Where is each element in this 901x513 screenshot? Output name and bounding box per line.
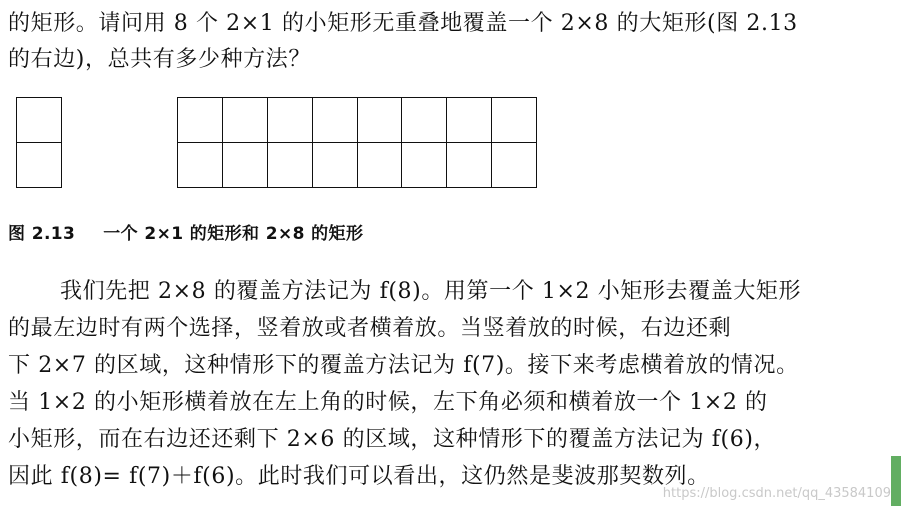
small-rectangle-2x1 <box>16 97 62 188</box>
grid-cell <box>223 143 268 188</box>
grid-cell <box>268 98 313 143</box>
solution-line-2: 的最左边时有两个选择，竖着放或者横着放。当竖着放的时候，右边还剩 <box>8 316 732 341</box>
solution-line-6: 因此 f(8)= f(7)＋f(6)。此时我们可以看出，这仍然是斐波那契数列。 <box>8 464 710 489</box>
big-rectangle-2x8 <box>177 97 537 188</box>
figure-caption <box>8 219 363 244</box>
solution-line-1: 我们先把 2×8 的覆盖方法记为 f(8)。用第一个 1×2 小矩形去覆盖大矩形 <box>60 279 802 304</box>
grid-cell <box>17 143 62 188</box>
grid-cell <box>492 143 537 188</box>
grid-cell <box>447 143 492 188</box>
grid-cell <box>447 98 492 143</box>
grid-cell <box>492 98 537 143</box>
grid-cell <box>358 143 403 188</box>
grid-cell <box>178 143 223 188</box>
grid-cell <box>402 98 447 143</box>
problem-line-1: 的矩形。请问用 8 个 2×1 的小矩形无重叠地覆盖一个 2×8 的大矩形(图 2.13 <box>8 11 798 36</box>
figure-caption-text: 一个 2×1 的矩形和 2×8 的矩形 <box>103 224 364 244</box>
grid-cell <box>313 98 358 143</box>
solution-line-3: 下 2×7 的区域，这种情形下的覆盖方法记为 f(7)。接下来考虑横着放的情况。 <box>8 353 799 378</box>
watermark: https://blog.csdn.net/qq_43584109 <box>662 486 891 501</box>
grid-cell <box>313 143 358 188</box>
edge-marker <box>891 456 901 506</box>
grid-cell <box>223 98 268 143</box>
grid-cell <box>402 143 447 188</box>
solution-line-5: 小矩形，而在右边还还剩下 2×6 的区域，这种情形下的覆盖方法记为 f(6)， <box>8 427 777 452</box>
grid-cell <box>178 98 223 143</box>
grid-cell <box>268 143 313 188</box>
grid-cell <box>17 98 62 143</box>
figure-caption-number: 图 2.13 <box>8 224 76 244</box>
problem-line-2: 的右边)，总共有多少种方法？ <box>8 47 311 72</box>
grid-cell <box>358 98 403 143</box>
solution-line-4: 当 1×2 的小矩形横着放在左上角的时候，左下角必须和横着放一个 1×2 的 <box>8 390 768 415</box>
